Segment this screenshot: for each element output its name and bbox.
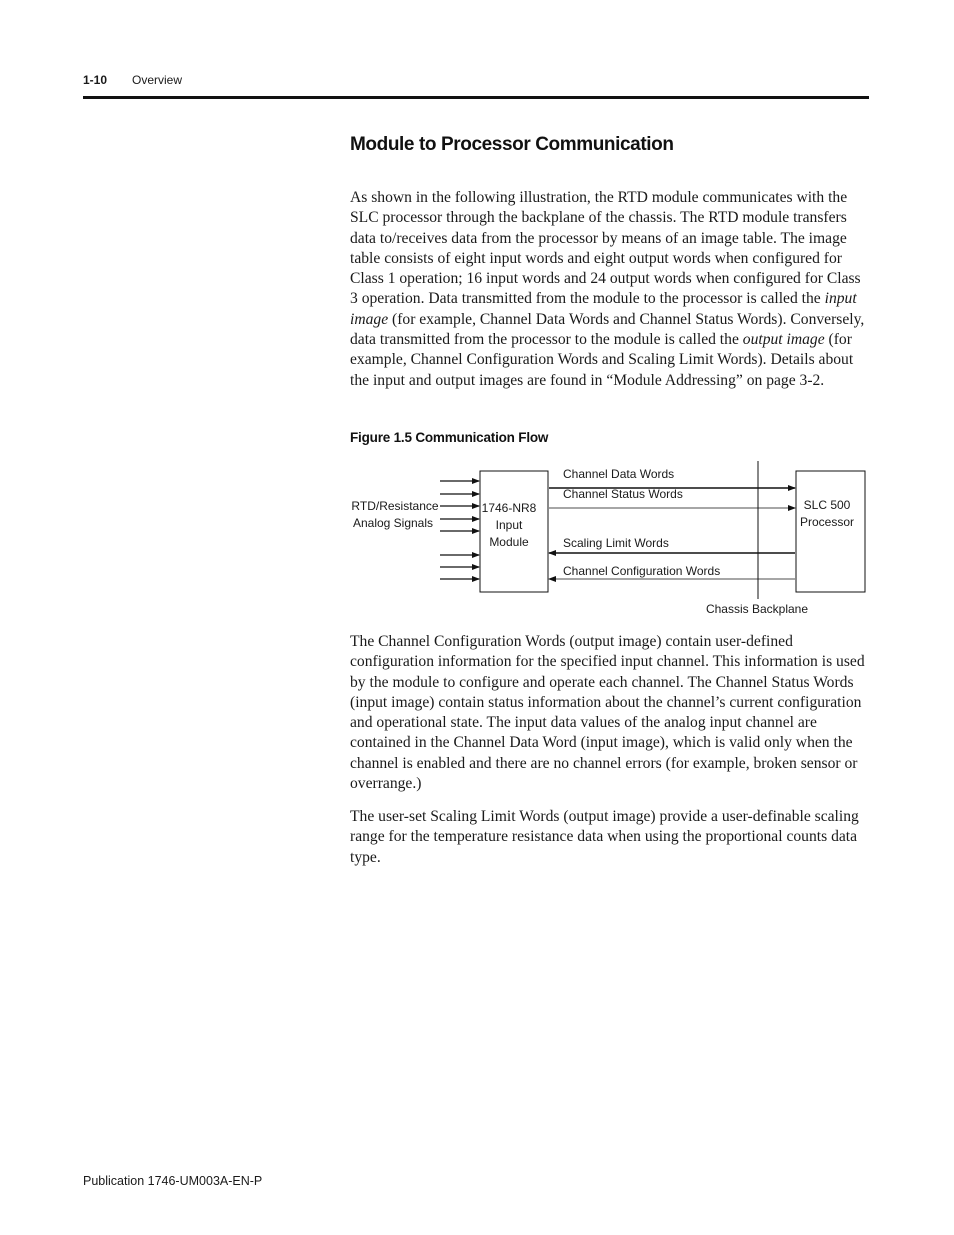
intro-text-part1: As shown in the following illustration, the RTD module communicates with the SLC processor through the backplane of the chassis. The RTD module transfers data to/receives data from the processor by means of an image table. The image table consists of eight input words and eight output words when configured for Class 1 operation; 16 input words and 24 output words when configured for Class 3 operation. Data transmitted from the module to the processor is called the — [350, 189, 861, 308]
channel-words-paragraph: The Channel Configuration Words (output image) contain user-defined configuration information for the specified input channel. This information is used by the module to configure and operate each channel. The Channel Status Words (input image) contain status information about the channel’s current configuration and operational state. The input data values of the analog input channel are contained in the Channel Data Word (input image), which is valid only when the channel is enabled and there are no channel errors (for example, broken sensor or overrange.) — [350, 633, 865, 793]
input-signal-arrows — [440, 481, 479, 579]
term-input-image: input image — [350, 290, 857, 328]
chassis-backplane-label: Chassis Backplane — [705, 602, 809, 616]
figure-caption: Figure 1.5 Communication Flow — [350, 430, 549, 445]
scaling-limit-paragraph: The user-set Scaling Limit Words (output image) provide a user-definable scaling range for the temperature resistance data when using the proportional counts data type. — [350, 808, 859, 866]
module-label-line2: Input — [495, 518, 523, 532]
signal-label-line2: Analog Signals — [352, 516, 434, 530]
intro-text-part3: (for example, Channel Configuration Words and Scaling Limit Words). Details about the input and output images are found in “Module Addressing” on page 3-2. — [350, 331, 854, 389]
module-label-line1: 1746-NR8 — [481, 501, 537, 515]
section-title: Module to Processor Communication — [350, 134, 674, 155]
input-module-box — [480, 471, 548, 592]
processor-label-line2: Processor — [799, 515, 855, 529]
intro-paragraph — [350, 188, 870, 391]
channel-data-label: Channel Data Words — [563, 467, 675, 481]
scaling-limit-label: Scaling Limit Words — [563, 536, 669, 550]
signal-label-line1: RTD/Resistance — [351, 499, 439, 513]
page-number: 1-10 — [83, 73, 108, 87]
processor-label-line1: SLC 500 — [803, 498, 851, 512]
header-rule — [83, 96, 869, 99]
intro-text-part2: (for example, Channel Data Words and Channel Status Words). Conversely, data transmitted from the processor to the module is called the — [350, 310, 865, 349]
channel-config-label: Channel Configuration Words — [563, 564, 721, 578]
term-output-image: output image — [742, 331, 825, 349]
channel-status-label: Channel Status Words — [563, 487, 683, 501]
publication-footer: Publication 1746-UM003A-EN-P — [83, 1174, 263, 1188]
module-label-line3: Module — [489, 535, 529, 549]
running-header-section: Overview — [132, 73, 183, 87]
processor-box — [796, 471, 865, 592]
